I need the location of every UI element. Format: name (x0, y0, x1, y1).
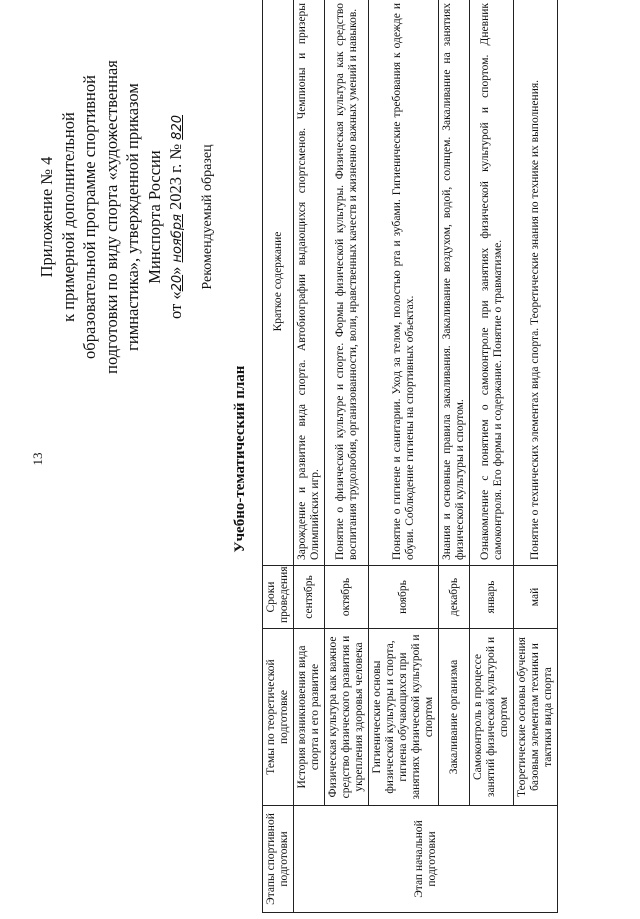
thematic-plan-table (262, 0, 558, 913)
term-cell: сентябрь (294, 566, 325, 629)
topic-cell: Физическая культура как важное средство физического развития и укрепления здоровья человека (325, 629, 369, 806)
table-row (294, 0, 325, 913)
order-date-line (165, 7, 189, 427)
content-cell: Понятие о технических элементах вида спорта. Теоретические знания по технике их выполнения. (514, 0, 558, 566)
date-mid: » (166, 262, 185, 275)
header-content: Краткое содержание (263, 0, 294, 566)
topic-cell: Гигиенические основы физической культуры и спорта, гигиена обучающихся при занятиях физической культурой и спортом (369, 629, 439, 806)
table-row (439, 0, 470, 913)
appendix-header (36, 7, 189, 427)
header-topic: Темы по теоретической подготовке (263, 629, 294, 806)
table-header-row (263, 0, 294, 913)
header-line-4: подготовки по виду спорта «художественная (101, 60, 121, 374)
handwritten-order-number: 820 (170, 114, 185, 140)
plan-title: Учебно-тематический план (232, 365, 248, 553)
topic-cell: Теоретические основы обучения базовым элементам техники и тактики вида спорта (514, 629, 558, 806)
header-line-5: гимнастика», утвержденной приказом (123, 83, 142, 351)
topic-cell: Закаливание организма (439, 629, 470, 806)
table-row (369, 0, 439, 913)
table-row (514, 0, 558, 913)
handwritten-month: ноября (170, 214, 185, 263)
header-line-6: Минспорта России (144, 150, 164, 284)
header-line-3: образовательной программе спортивной (80, 75, 99, 359)
page-number: 13 (30, 452, 45, 466)
topic-cell: История возникновения вида спорта и его развитие (294, 629, 325, 806)
header-stage: Этапы спортивной подготовки (263, 806, 294, 913)
content-cell: Зарождение и развитие вида спорта. Автобиографии выдающихся спортсменов. Чемпионы и призеры Олимпийских игр. (294, 0, 325, 566)
content-cell: Понятие о гигиене и санитарии. Уход за телом, полостью рта и зубами. Гигиенические требования к одежде и обуви. Соблюдение гигиены на спортивных объектах. (369, 0, 439, 566)
term-cell: январь (470, 566, 514, 629)
header-term: Сроки проведения (263, 566, 294, 629)
date-prefix: от « (166, 291, 185, 320)
date-year: 2023 г. № (166, 139, 185, 215)
term-cell: октябрь (325, 566, 369, 629)
term-cell: ноябрь (369, 566, 439, 629)
handwritten-day: 20 (170, 274, 185, 292)
header-line-2: к примерной дополнительной (58, 112, 78, 322)
table-row (470, 0, 514, 913)
term-cell: декабрь (439, 566, 470, 629)
content-cell: Ознакомление с понятием о самоконтроле при занятиях физической культурой и спортом. Дневник самоконтроля. Его формы и содержание. Понятие о травматизме. (470, 0, 514, 566)
content-cell: Знания и основные правила закаливания. Закаливание воздухом, водой, солнцем. Закаливание на занятиях физической культуры и спортом. (439, 0, 470, 566)
content-cell: Понятие о физической культуре и спорте. Формы физической культуры. Физическая культура как средство воспитания трудолюбия, организованности, воли, нравственных качеств и жизненно важных умений и навыков. (325, 0, 369, 566)
topic-cell: Самоконтроль в процессе занятий физической культурой и спортом (470, 629, 514, 806)
table-row (325, 0, 369, 913)
stage-cell: Этап начальной подготовки (294, 806, 558, 913)
term-cell: май (514, 566, 558, 629)
header-line-1: Приложение № 4 (37, 156, 56, 278)
recommended-sample-label: Рекомендуемый образец (200, 144, 215, 290)
